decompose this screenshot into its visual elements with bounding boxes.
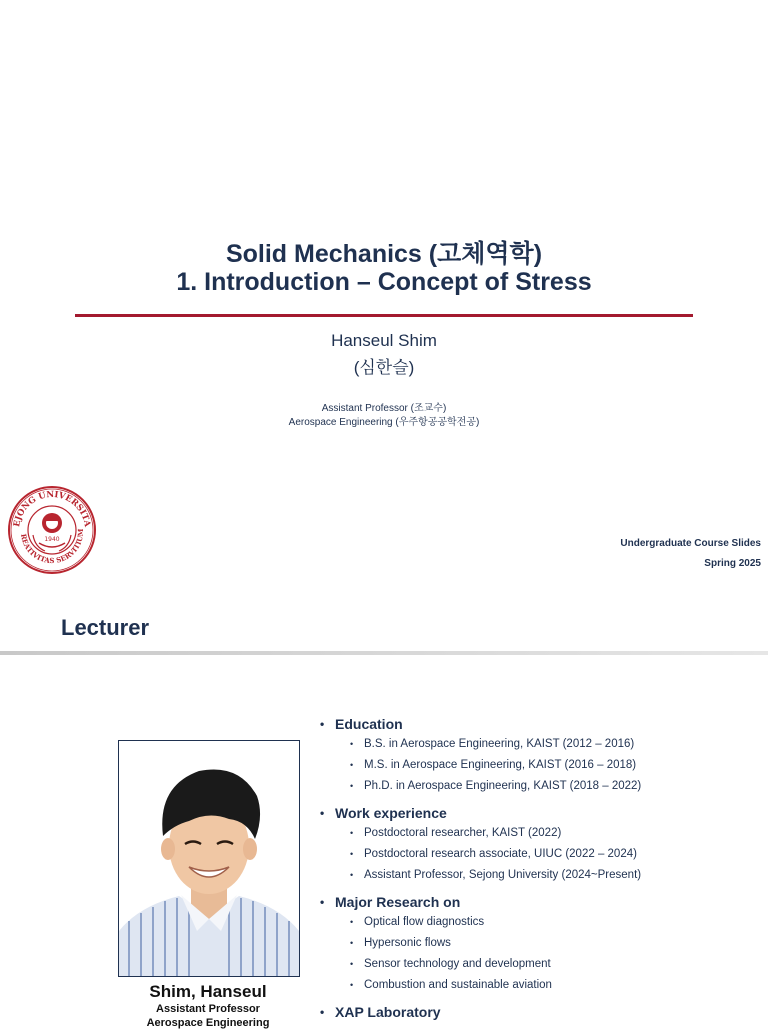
- list-item: • Optical flow diagnostics: [364, 912, 760, 933]
- lecturer-photo: [118, 740, 300, 977]
- cv-section-work-experience: [320, 803, 760, 886]
- lecturer-department: Aerospace Engineering: [146, 1017, 270, 1029]
- term-label: Spring 2025: [704, 558, 761, 569]
- cv-section-lab: [320, 1002, 760, 1022]
- section-heading: • XAP Laboratory: [320, 1002, 760, 1022]
- slide-heading: Lecturer: [61, 615, 150, 640]
- author-position: Assistant Professor (조교수): [321, 403, 447, 414]
- lecturer-name: Shim, Hanseul: [149, 982, 267, 1001]
- cv-section-research: [320, 892, 760, 996]
- lecturer-slide: [0, 590, 768, 1029]
- seal-text-bottom: REATIVITAS SERVITIUM: [18, 528, 86, 566]
- section-heading: • Major Research on: [320, 892, 760, 912]
- list-item: • M.S. in Aerospace Engineering, KAIST (2016 – 2018): [364, 755, 760, 776]
- list-item: • Assistant Professor, Sejong University (2024~Present): [364, 865, 760, 886]
- cv-section-education: [320, 714, 760, 797]
- list-item: • Hypersonic flows: [364, 933, 760, 954]
- section-heading: • Education: [320, 714, 760, 734]
- section-heading: • Work experience: [320, 803, 760, 823]
- lecturer-role: Assistant Professor: [156, 1003, 260, 1015]
- seal-year: 1940: [44, 536, 60, 543]
- title-divider: [75, 314, 693, 317]
- lecture-title: 1. Introduction – Concept of Stress: [176, 268, 592, 296]
- list-item: • Ph.D. in Aerospace Engineering, KAIST (2018 – 2022): [364, 776, 760, 797]
- list-item: • Combustion and sustainable aviation: [364, 975, 760, 996]
- course-type-label: Undergraduate Course Slides: [620, 538, 761, 549]
- author-korean-name: (심한슬): [353, 358, 415, 377]
- seal-text-top: EJONG UNIVERSITA: [12, 489, 92, 528]
- list-item: • Postdoctoral researcher, KAIST (2022): [364, 823, 760, 844]
- cv-list: [320, 714, 760, 1022]
- heading-divider: [0, 651, 768, 655]
- list-item: • B.S. in Aerospace Engineering, KAIST (2012 – 2016): [364, 734, 760, 755]
- university-seal-logo: [7, 485, 97, 575]
- list-item: • Sensor technology and development: [364, 954, 760, 975]
- course-title: Solid Mechanics (고체역학): [225, 240, 543, 268]
- list-item: • Postdoctoral research associate, UIUC (2022 – 2024): [364, 844, 760, 865]
- author-department: Aerospace Engineering (우주항공공학전공): [288, 417, 480, 428]
- author-name: Hanseul Shim: [331, 331, 437, 350]
